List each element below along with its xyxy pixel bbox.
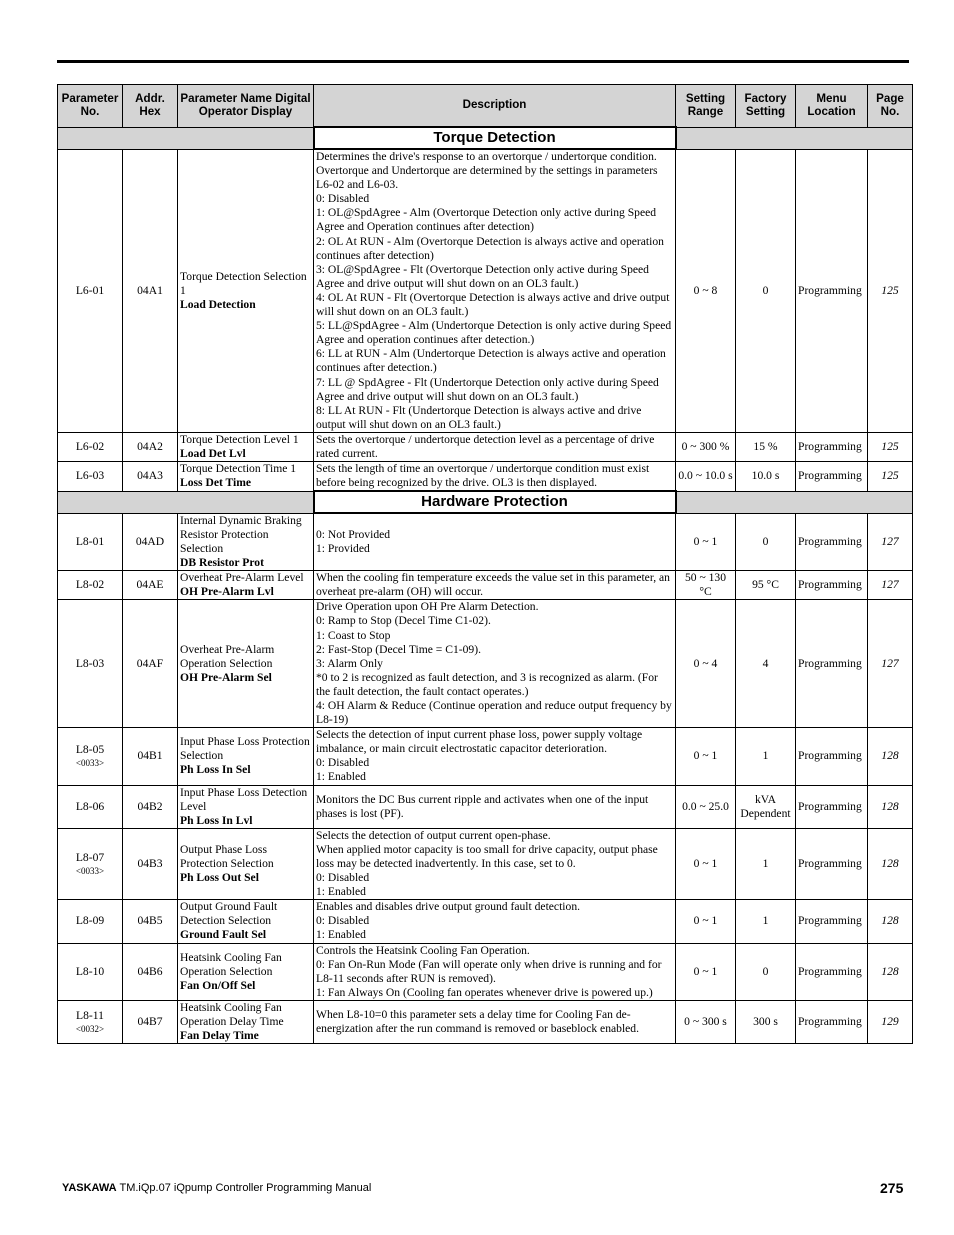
param-name-cell — [178, 432, 314, 461]
description-line: 1: Enabled — [316, 885, 366, 899]
param-name: Torque Detection Selection 1 — [180, 269, 307, 297]
table-row — [58, 900, 913, 943]
description-line: 1: Coast to Stop — [316, 628, 391, 642]
description-line: 8: LL At RUN - Flt (Undertorque Detection is always active and drive output will shut down on an OL3 fault.) — [316, 403, 642, 431]
description-line: 1: Provided — [316, 542, 370, 556]
factory-setting: 1 — [736, 900, 796, 943]
header-page-no: Page No. — [868, 85, 913, 128]
page-ref: 125 — [868, 462, 913, 492]
setting-range: 0.0 ~ 10.0 s — [676, 462, 736, 492]
header-setting-range: Setting Range — [676, 85, 736, 128]
param-name-cell — [178, 785, 314, 828]
setting-range: 0 ~ 1 — [676, 828, 736, 899]
header-param-name: Parameter Name Digital Operator Display — [178, 85, 314, 128]
section-spacer-left — [58, 491, 314, 513]
section-title: Torque Detection — [314, 127, 676, 149]
table-header-row — [58, 85, 913, 128]
description-cell — [314, 785, 676, 828]
header-param-no: Parameter No. — [58, 85, 123, 128]
setting-range: 0 ~ 1 — [676, 943, 736, 1000]
description-line: 0: Disabled — [316, 756, 370, 770]
addr-hex: 04B3 — [123, 828, 178, 899]
factory-setting: kVA Dependent — [736, 785, 796, 828]
menu-location: Programming — [796, 728, 868, 785]
table-row — [58, 828, 913, 899]
setting-range: 0 ~ 1 — [676, 513, 736, 570]
table-row — [58, 728, 913, 785]
factory-setting: 10.0 s — [736, 462, 796, 492]
description-line: 5: LL@SpdAgree - Alm (Undertorque Detection is only active during Speed Agree and operation continues after detection.) — [316, 319, 672, 347]
addr-hex: 04AE — [123, 571, 178, 600]
table-row — [58, 432, 913, 461]
description-line: 6: LL at RUN - Alm (Undertorque Detection is always active and operation continues after detection.) — [316, 347, 666, 375]
param-name: Input Phase Loss Detection Level — [180, 785, 308, 813]
addr-hex: 04B5 — [123, 900, 178, 943]
operator-display: Ph Loss In Sel — [180, 763, 251, 777]
description-line: 0: Not Provided — [316, 528, 391, 542]
header-addr-hex: Addr. Hex — [123, 85, 178, 128]
menu-location: Programming — [796, 1000, 868, 1043]
description-line: Sets the length of time an overtorque / undertorque condition must exist before being recognized by the drive. OL3 is then displayed. — [316, 462, 650, 490]
operator-display: Load Det Lvl — [180, 446, 246, 460]
table-row — [58, 943, 913, 1000]
table-row — [58, 785, 913, 828]
factory-setting: 15 % — [736, 432, 796, 461]
param-no-cell — [58, 571, 123, 600]
description-line: Monitors the DC Bus current ripple and activates when one of the input phases is lost (PF). — [316, 792, 649, 820]
param-no: L8-10 — [75, 964, 105, 978]
addr-hex: 04B7 — [123, 1000, 178, 1043]
section-header-row — [58, 491, 913, 513]
page-ref: 128 — [868, 728, 913, 785]
addr-hex: 04B2 — [123, 785, 178, 828]
param-name-cell — [178, 943, 314, 1000]
setting-range: 0 ~ 300 % — [676, 432, 736, 461]
param-name: Heatsink Cooling Fan Operation Delay Time — [180, 1000, 284, 1029]
description-line: 0: Disabled — [316, 192, 370, 206]
description-line: 7: LL @ SpdAgree - Flt (Undertorque Detection only active during Speed Agree and drive output will shut down on an OL3 fault.) — [316, 375, 659, 403]
description-cell — [314, 728, 676, 785]
operator-display: Fan On/Off Sel — [180, 978, 256, 992]
description-line: Drive Operation upon OH Pre Alarm Detection. — [316, 600, 539, 614]
menu-location: Programming — [796, 600, 868, 728]
param-name-cell — [178, 571, 314, 600]
header-factory-setting: Factory Setting — [736, 85, 796, 128]
page-ref: 128 — [868, 900, 913, 943]
param-revision: <0032> — [75, 1024, 105, 1035]
addr-hex: 04B1 — [123, 728, 178, 785]
description-cell — [314, 1000, 676, 1043]
param-no-cell — [58, 828, 123, 899]
top-rule — [57, 60, 909, 63]
param-no-cell — [58, 600, 123, 728]
param-no: L8-02 — [75, 578, 105, 592]
factory-setting: 0 — [736, 513, 796, 570]
param-revision: <0033> — [75, 758, 105, 769]
section-header-row — [58, 127, 913, 149]
description-line: 0: Disabled — [316, 871, 370, 885]
description-cell — [314, 432, 676, 461]
page-ref: 129 — [868, 1000, 913, 1043]
param-no-cell — [58, 149, 123, 432]
description-cell — [314, 513, 676, 570]
footer-brand: YASKAWA — [62, 1182, 117, 1194]
addr-hex: 04A3 — [123, 462, 178, 492]
menu-location: Programming — [796, 513, 868, 570]
table-row — [58, 571, 913, 600]
description-line: When L8-10=0 this parameter sets a delay time for Cooling Fan de-energization after the run command is removed or baseblock enabled. — [316, 1007, 640, 1036]
operator-display: Ph Loss Out Sel — [180, 871, 259, 885]
description-cell — [314, 600, 676, 728]
param-no: L8-03 — [75, 656, 105, 670]
table-body — [58, 127, 913, 1044]
param-no: L6-01 — [75, 283, 105, 297]
param-name-cell — [178, 600, 314, 728]
menu-location: Programming — [796, 900, 868, 943]
menu-location: Programming — [796, 462, 868, 492]
setting-range: 0 ~ 1 — [676, 900, 736, 943]
param-no-cell — [58, 943, 123, 1000]
footer-manual-title: TM.iQp.07 iQpump Controller Programming Manual — [119, 1182, 372, 1194]
description-line: Enables and disables drive output ground fault detection. — [316, 900, 581, 914]
param-name-cell — [178, 1000, 314, 1043]
setting-range: 0 ~ 8 — [676, 149, 736, 432]
menu-location: Programming — [796, 149, 868, 432]
page-ref: 127 — [868, 571, 913, 600]
section-title: Hardware Protection — [314, 491, 676, 513]
section-spacer-right — [676, 127, 913, 149]
description-cell — [314, 462, 676, 492]
param-name-cell — [178, 728, 314, 785]
param-no: L8-01 — [75, 534, 105, 548]
description-line: 3: Alarm Only — [316, 656, 383, 670]
factory-setting: 4 — [736, 600, 796, 728]
operator-display: Fan Delay Time — [180, 1029, 259, 1043]
factory-setting: 300 s — [736, 1000, 796, 1043]
table-row — [58, 513, 913, 570]
page-ref: 127 — [868, 600, 913, 728]
page-ref: 128 — [868, 828, 913, 899]
header-menu-location: Menu Location — [796, 85, 868, 128]
param-name-cell — [178, 900, 314, 943]
description-line: 1: Enabled — [316, 770, 366, 784]
page-ref: 125 — [868, 432, 913, 461]
setting-range: 0 ~ 1 — [676, 728, 736, 785]
menu-location: Programming — [796, 432, 868, 461]
param-no: L6-03 — [75, 469, 105, 483]
operator-display: OH Pre-Alarm Lvl — [180, 585, 274, 599]
description-line: 1: Enabled — [316, 928, 366, 942]
param-name: Torque Detection Level 1 — [180, 432, 299, 446]
table-row — [58, 600, 913, 728]
param-no-cell — [58, 1000, 123, 1043]
description-line: 1: OL@SpdAgree - Alm (Overtorque Detection only active during Speed Agree and Operation continues after detection) — [316, 206, 657, 234]
param-name-cell — [178, 149, 314, 432]
factory-setting: 0 — [736, 943, 796, 1000]
table-row — [58, 149, 913, 432]
description-cell — [314, 828, 676, 899]
table-row — [58, 462, 913, 492]
menu-location: Programming — [796, 828, 868, 899]
description-line: Sets the overtorque / undertorque detection level as a percentage of drive rated current. — [316, 432, 655, 460]
description-line: Controls the Heatsink Cooling Fan Operation. — [316, 943, 530, 957]
description-line: Selects the detection of output current open-phase. — [316, 828, 551, 842]
footer-manual — [62, 1182, 371, 1194]
setting-range: 0 ~ 4 — [676, 600, 736, 728]
description-line: 3: OL@SpdAgree - Flt (Overtorque Detection only active during Speed Agree and drive output will shut down on an OL3 fault.) — [316, 262, 649, 290]
section-spacer-right — [676, 491, 913, 513]
factory-setting: 0 — [736, 149, 796, 432]
param-no-cell — [58, 900, 123, 943]
param-no-cell — [58, 785, 123, 828]
param-no-cell — [58, 513, 123, 570]
param-name-cell — [178, 828, 314, 899]
factory-setting: 95 °C — [736, 571, 796, 600]
description-line: When the cooling fin temperature exceeds the value set in this parameter, an overheat pre-alarm (OH) will occur. — [316, 571, 670, 599]
param-no: L8-05 — [75, 743, 105, 757]
param-name: Heatsink Cooling Fan Operation Selection — [180, 950, 282, 978]
param-no: L8-09 — [75, 914, 105, 928]
addr-hex: 04A1 — [123, 149, 178, 432]
param-name-cell — [178, 462, 314, 492]
page-ref: 125 — [868, 149, 913, 432]
operator-display: OH Pre-Alarm Sel — [180, 670, 272, 684]
param-no-cell — [58, 728, 123, 785]
operator-display: Loss Det Time — [180, 476, 252, 490]
param-name: Input Phase Loss Protection Selection — [180, 735, 310, 763]
description-line: 0: Fan On-Run Mode (Fan will operate only when drive is running and for L8-11 seconds after RUN is removed). — [316, 957, 662, 985]
description-line: When applied motor capacity is too small for drive capacity, output phase loss may be detected inadvertently. In this case, set to 0. — [316, 842, 658, 870]
description-cell — [314, 149, 676, 432]
setting-range: 0.0 ~ 25.0 — [676, 785, 736, 828]
description-line: *0 to 2 is recognized as fault detection, and 3 is recognized as alarm. (For the fault detection, the fault contact operates.) — [316, 670, 658, 698]
description-line: 4: OL At RUN - Flt (Overtorque Detection is always active and drive output will shut down on an OL3 fault.) — [316, 290, 670, 319]
menu-location: Programming — [796, 943, 868, 1000]
addr-hex: 04AF — [123, 600, 178, 728]
description-cell — [314, 571, 676, 600]
menu-location: Programming — [796, 785, 868, 828]
param-no: L8-07 — [75, 851, 105, 864]
description-line: 0: Ramp to Stop (Decel Time C1-02). — [316, 614, 491, 628]
setting-range: 0 ~ 300 s — [676, 1000, 736, 1043]
description-line: 1: Fan Always On (Cooling fan operates whenever drive is powered up.) — [316, 985, 653, 999]
param-name: Torque Detection Time 1 — [180, 462, 297, 476]
operator-display: DB Resistor Prot — [180, 556, 264, 570]
footer-page-number: 275 — [880, 1180, 904, 1196]
section-spacer-left — [58, 127, 314, 149]
param-no-cell — [58, 432, 123, 461]
param-name: Overheat Pre-Alarm Operation Selection — [180, 642, 275, 670]
menu-location: Programming — [796, 571, 868, 600]
operator-display: Load Detection — [180, 297, 256, 311]
param-name: Output Ground Fault Detection Selection — [180, 900, 278, 928]
setting-range: 50 ~ 130 °C — [676, 571, 736, 600]
param-no-cell — [58, 462, 123, 492]
addr-hex: 04A2 — [123, 432, 178, 461]
param-name: Overheat Pre-Alarm Level — [180, 571, 304, 585]
addr-hex: 04B6 — [123, 943, 178, 1000]
param-revision: <0033> — [75, 866, 105, 877]
param-no: L8-11 — [76, 1009, 104, 1023]
param-name-cell — [178, 513, 314, 570]
description-line: Selects the detection of input current phase loss, power supply voltage imbalance, or main circuit electrostatic capacitor deterioration. — [316, 728, 643, 756]
page-ref: 127 — [868, 513, 913, 570]
operator-display: Ph Loss In Lvl — [180, 813, 253, 827]
parameter-table — [57, 84, 913, 1044]
param-name: Output Phase Loss Protection Selection — [180, 842, 274, 870]
addr-hex: 04AD — [123, 513, 178, 570]
description-cell — [314, 900, 676, 943]
param-name: Internal Dynamic Braking Resistor Protection Selection — [180, 513, 302, 555]
description-line: 2: OL At RUN - Alm (Overtorque Detection is always active and operation continues after detection) — [316, 234, 664, 262]
page-ref: 128 — [868, 943, 913, 1000]
description-cell — [314, 943, 676, 1000]
factory-setting: 1 — [736, 828, 796, 899]
description-line: 2: Fast-Stop (Decel Time = C1-09). — [316, 642, 481, 656]
factory-setting: 1 — [736, 728, 796, 785]
description-line: 0: Disabled — [316, 914, 370, 928]
description-line: Determines the drive's response to an overtorque / undertorque condition. Overtorque and Undertorque are determined by the settings in parameters L6-02 and L6-03. — [316, 150, 658, 192]
operator-display: Ground Fault Sel — [180, 928, 267, 942]
table-row — [58, 1000, 913, 1043]
description-line: 4: OH Alarm & Reduce (Continue operation and reduce output frequency by L8-19) — [316, 698, 672, 727]
header-description: Description — [314, 85, 676, 128]
param-no: L8-06 — [75, 799, 105, 813]
page-ref: 128 — [868, 785, 913, 828]
param-no: L6-02 — [75, 439, 105, 453]
